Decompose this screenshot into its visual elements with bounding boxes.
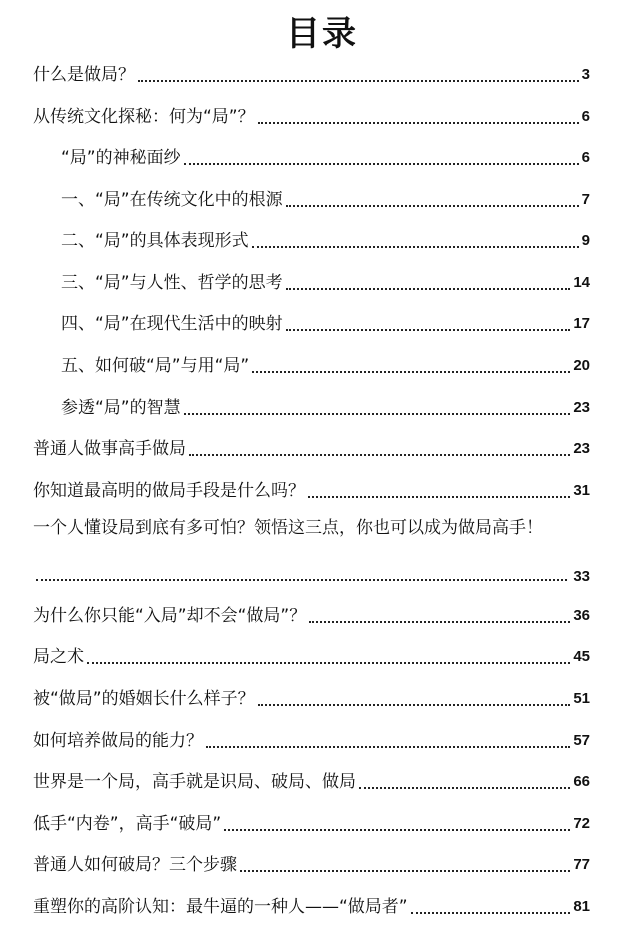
toc-entry-page: 36 (573, 607, 590, 624)
toc-entry-title: 如何培养做局的能力？ (33, 731, 203, 751)
dot-leader (359, 786, 570, 789)
dot-leader (411, 911, 571, 914)
toc-entry-title: “局”的神秘面纱 (61, 148, 181, 168)
toc-subentry[interactable] (61, 185, 590, 211)
toc-entry[interactable] (33, 517, 590, 543)
toc-entry-page: 51 (573, 690, 590, 707)
toc-entry-page: 23 (573, 399, 590, 416)
dot-leader (309, 620, 570, 623)
toc-entry[interactable] (33, 767, 590, 793)
dot-leader (252, 370, 570, 373)
toc-entry[interactable] (33, 726, 590, 752)
toc-entry[interactable] (33, 850, 590, 876)
toc-entry-page: 14 (573, 274, 590, 291)
toc-entry-title: 一个人懂设局到底有多可怕？领悟这三点，你也可以成为做局高手！ (33, 518, 543, 538)
dot-leader (36, 578, 567, 581)
toc-entry[interactable] (33, 892, 590, 918)
dot-leader (189, 453, 570, 456)
toc-entry[interactable] (33, 476, 590, 502)
toc-subentry[interactable] (61, 226, 590, 252)
toc-entry-title: 被“做局”的婚姻长什么样子？ (33, 689, 255, 709)
toc-entry[interactable] (33, 684, 590, 710)
toc-entry-title: 低手“内卷”，高手“破局” (33, 814, 222, 834)
toc-entry-page: 6 (581, 149, 590, 166)
toc-entry-title: 普通人如何破局？三个步骤 (33, 855, 237, 875)
dot-leader (286, 328, 571, 331)
dot-leader (138, 79, 579, 82)
toc-entry-page: 66 (573, 773, 590, 790)
toc-entry[interactable] (33, 642, 590, 668)
dot-leader (224, 828, 570, 831)
toc-entry-title: 五、如何破“局”与用“局” (61, 356, 250, 376)
toc-entry-title: 四、“局”在现代生活中的映射 (61, 314, 283, 334)
toc-entry[interactable] (33, 60, 590, 86)
toc-entry-title: 为什么你只能“入局”却不会“做局”？ (33, 606, 307, 626)
dot-leader (184, 162, 579, 165)
toc-entry-page: 6 (581, 108, 590, 125)
toc-subentry[interactable] (61, 268, 590, 294)
dot-leader (286, 204, 579, 207)
page-title: 目录 (286, 14, 358, 54)
toc-entry-page: 33 (573, 568, 590, 585)
toc-entry-page: 31 (573, 482, 590, 499)
dot-leader (240, 869, 570, 872)
toc-entry-page: 20 (573, 357, 590, 374)
toc-entry-page: 17 (573, 315, 590, 332)
toc-entry-page: 72 (573, 815, 590, 832)
toc-entry-title: 一、“局”在传统文化中的根源 (61, 190, 283, 210)
toc-entry-page: 23 (573, 440, 590, 457)
toc-entry-page: 77 (573, 856, 590, 873)
toc-entry-page: 57 (573, 732, 590, 749)
toc-entry-title: 参透“局”的智慧 (61, 398, 181, 418)
dot-leader (308, 495, 570, 498)
toc-entry-title: 你知道最高明的做局手段是什么吗？ (33, 481, 305, 501)
toc-entry-continuation[interactable] (36, 559, 590, 585)
toc-subentry[interactable] (61, 351, 590, 377)
toc-entry-title: 重塑你的高阶认知：最牛逼的一种人——“做局者” (33, 897, 408, 917)
dot-leader (258, 121, 579, 124)
dot-leader (258, 703, 571, 706)
toc-entry-title: 什么是做局？ (33, 65, 135, 85)
toc-subentry[interactable] (61, 143, 590, 169)
toc-entry-page: 9 (581, 232, 590, 249)
dot-leader (87, 661, 570, 664)
dot-leader (252, 245, 579, 248)
dot-leader (184, 412, 571, 415)
toc-entry-page: 7 (581, 191, 590, 208)
toc-entry-title: 世界是一个局，高手就是识局、破局、做局 (33, 772, 356, 792)
toc-entry-page: 81 (573, 898, 590, 915)
toc-entry-title: 二、“局”的具体表现形式 (61, 231, 249, 251)
toc-entry[interactable] (33, 102, 590, 128)
toc-entry-title: 从传统文化探秘：何为“局”？ (33, 107, 255, 127)
toc-entry-page: 3 (581, 66, 590, 83)
dot-leader (286, 287, 571, 290)
toc-entry[interactable] (33, 809, 590, 835)
toc-entry-title: 三、“局”与人性、哲学的思考 (61, 273, 283, 293)
toc-subentry[interactable] (61, 309, 590, 335)
toc-subentry[interactable] (61, 393, 590, 419)
toc-entry-title: 局之术 (33, 647, 84, 667)
toc-entry[interactable] (33, 601, 590, 627)
toc-entry[interactable] (33, 434, 590, 460)
toc-entry-page: 45 (573, 648, 590, 665)
dot-leader (206, 745, 570, 748)
toc-entry-title: 普通人做事高手做局 (33, 439, 186, 459)
